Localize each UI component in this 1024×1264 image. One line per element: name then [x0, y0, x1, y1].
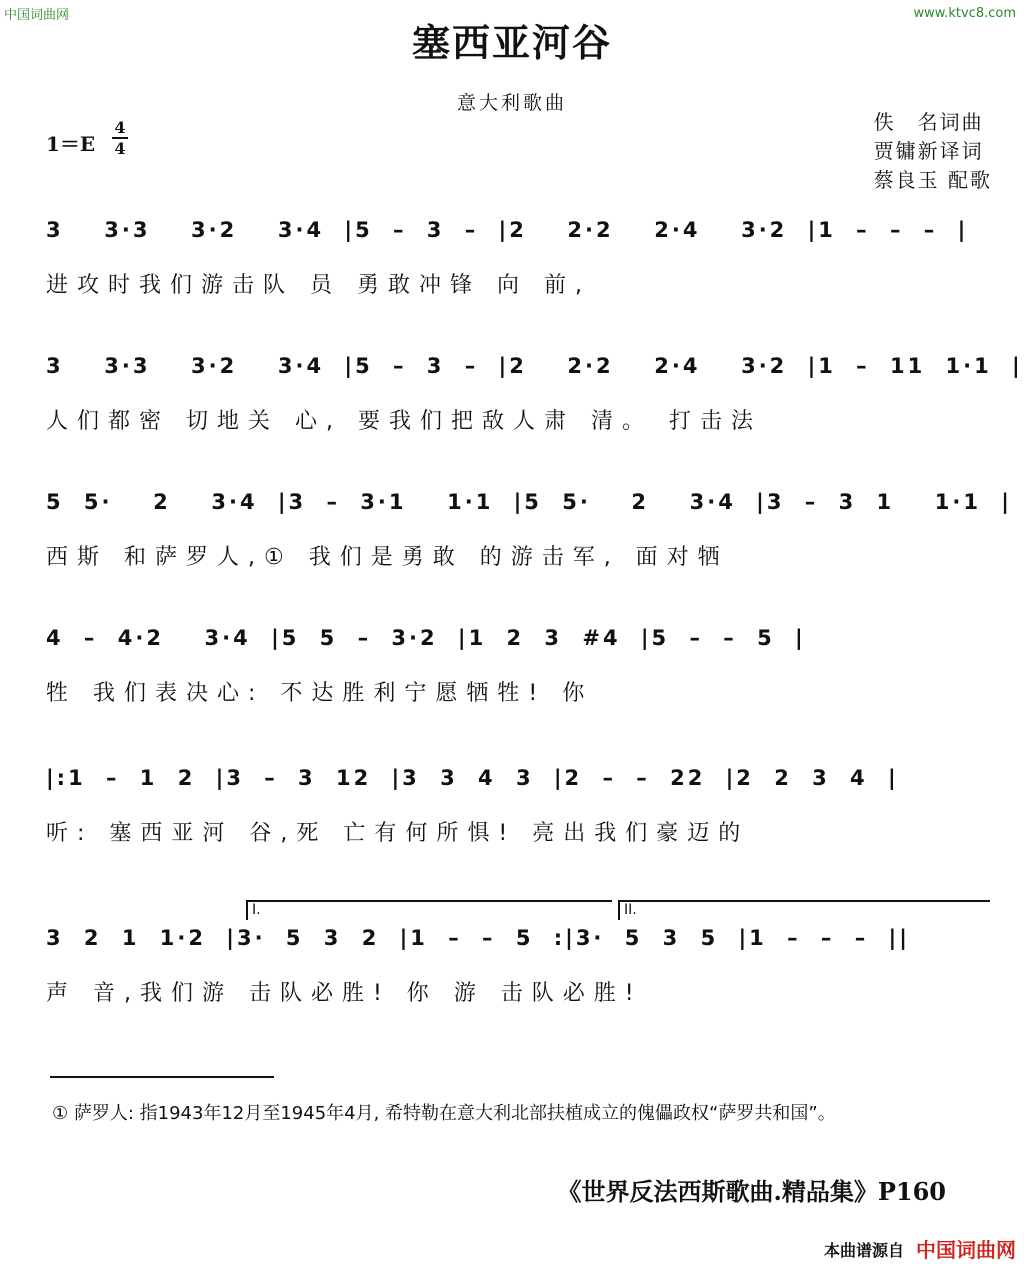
bottom-source-label: 本曲谱源自 — [823, 1241, 904, 1260]
watermark-left: 中国词曲网 — [4, 8, 70, 23]
notation-line: 4 – 4·2 3·4 |5 5 – 3·2 |1 2 3 #4 |5 – – 5 | — [46, 626, 806, 650]
credit-composer: 佚 名词曲 — [873, 110, 984, 134]
key-signature: 1＝E — [46, 132, 96, 156]
lyrics-line: 西斯 和萨罗人,① 我们是勇敢 的游击军, 面对牺 — [46, 545, 729, 570]
bottom-site-name: 中国词曲网 — [916, 1238, 1016, 1262]
credit-arranger: 蔡良玉 配歌 — [873, 168, 992, 192]
lyrics-line: 牲 我们表决心: 不达胜利宁愿牺牲! 你 — [46, 681, 594, 706]
score-system-2 — [46, 354, 1023, 494]
notation-line: 3 2 1 1·2 |3· 5 3 2 |1 – – 5 :|3· 5 3 5 |1 – – – || — [46, 926, 910, 950]
lyrics-line: 人们都密 切地关 心, 要我们把敌人肃 清。 打击法 — [46, 409, 762, 434]
time-top: 4 — [114, 118, 126, 137]
score-system-6 — [46, 926, 998, 1066]
lyrics-line: 进攻时我们游击队 员 勇敢冲锋 向 前, — [46, 273, 591, 298]
notation-line: 3 3·3 3·2 3·4 |5 – 3 – |2 2·2 2·4 3·2 |1 – 11 1·1 | — [46, 354, 1023, 378]
source-citation: 《世界反法西斯歌曲.精品集》P160 — [557, 1177, 946, 1206]
time-bottom: 4 — [114, 139, 126, 158]
footnote-rule — [50, 1076, 274, 1078]
notation-line: |:1 – 1 2 |3 – 3 12 |3 3 4 3 |2 – – 22 |2 2 3 4 | — [46, 766, 899, 790]
lyrics-line: 声 音,我们游 击队必胜! 你 游 击队必胜! — [46, 981, 643, 1006]
credit-translator: 贾镛新译词 — [873, 139, 984, 163]
song-subtitle: 意大利歌曲 — [456, 92, 567, 114]
notation-line: 3 3·3 3·2 3·4 |5 – 3 – |2 2·2 2·4 3·2 |1 – – – | — [46, 218, 969, 242]
credits — [874, 108, 992, 195]
watermark-right: www.ktvc8.com — [913, 6, 1016, 21]
score-system-4 — [46, 626, 998, 766]
song-title: 塞西亚河谷 — [411, 20, 612, 65]
notation-line: 5 5· 2 3·4 |3 – 3·1 1·1 |5 5· 2 3·4 |3 – 3 1 1·1 | — [46, 490, 1012, 514]
score-system-3 — [46, 490, 1012, 630]
volta-first-ending: I. — [246, 900, 612, 920]
score-system-5 — [46, 766, 998, 906]
lyrics-line: 听: 塞西亚河 谷,死 亡有何所惧! 亮出我们豪迈的 — [46, 821, 750, 846]
volta-second-ending: II. — [618, 900, 990, 920]
score-system-1 — [46, 218, 998, 358]
footnote: ① 萨罗人: 指1943年12月至1945年4月, 希特勒在意大利北部扶植成立的傀儡政权“萨罗共和国”。 — [52, 1103, 836, 1124]
time-signature — [112, 118, 128, 158]
